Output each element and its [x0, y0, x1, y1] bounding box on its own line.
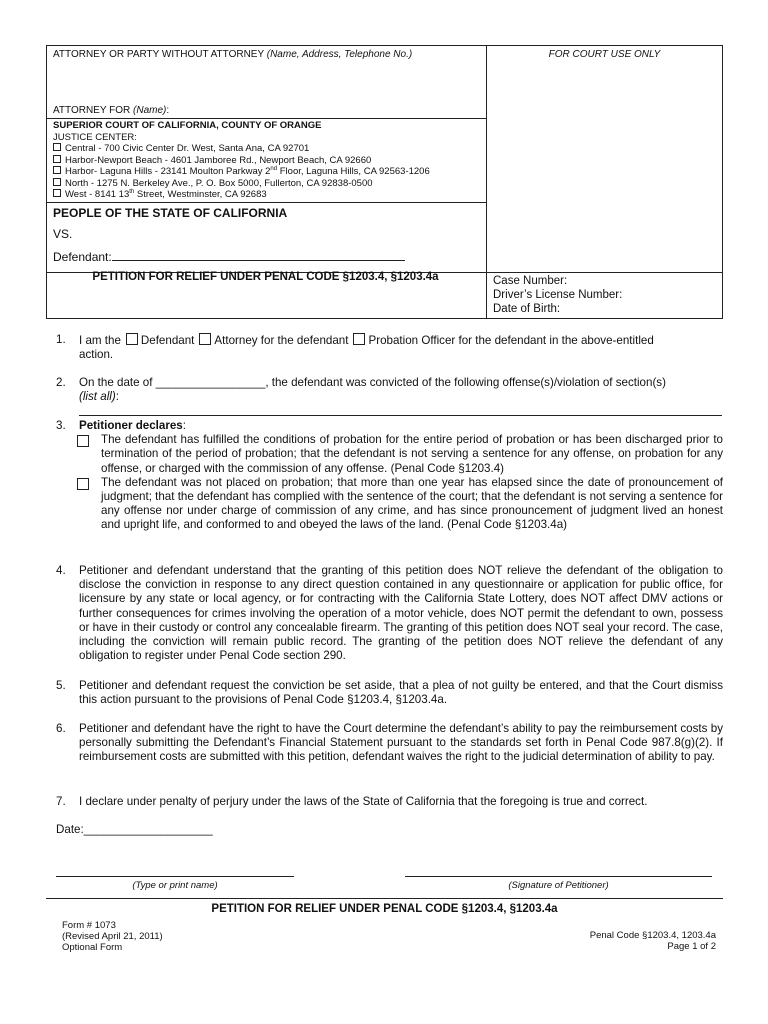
penal-code-ref: Penal Code §1203.4, 1203.4a: [589, 930, 716, 941]
attorney-party-label: ATTORNEY OR PARTY WITHOUT ATTORNEY (Name, Address, Telephone No.): [53, 49, 413, 60]
checkbox[interactable]: [53, 143, 61, 151]
declaration-option-no-probation: The defendant was not placed on probation; that more than one year has elapsed since the date of pronouncement of judgment; that the defendant has complied with the sentence of the court; that the defendant is not serving a sentence for any offense nor under charge of commission of any crime, and has since pronouncement of judgment lived an honest and upright life, and conformed to and obeyed the laws of the land. (Penal Code §1203.4a): [79, 476, 723, 533]
defendant-line[interactable]: [112, 250, 405, 261]
center-option-central[interactable]: Central - 700 Civic Center Dr. West, Santa Ana, CA 92701: [53, 143, 430, 155]
item-5: 5. Petitioner and defendant request the conviction be set aside, that a plea of not guilty be entered, and that the Court dismiss this action pursuant to the provisions of Penal Code §1203.4, §1203.4a.: [56, 679, 723, 707]
item-7: 7. I declare under penalty of perjury under the laws of the State of California that the foregoing is true and correct.: [56, 795, 648, 808]
people-caption: PEOPLE OF THE STATE OF CALIFORNIA: [53, 206, 288, 220]
case-number-label: Case Number:: [493, 275, 568, 287]
defendant-checkbox[interactable]: [126, 333, 138, 345]
attorney-for-label: ATTORNEY FOR (Name):: [53, 105, 170, 116]
declaration-option-probation: The defendant has fulfilled the conditions of probation for the entire period of probation or has been discharged prior to termination of the period of probation; that the defendant is not serving a sentence for any offense, on probation for any offense, or charged with the commission of any offense. (Penal Code §1203.4): [79, 433, 723, 476]
court-use-label: FOR COURT USE ONLY: [548, 49, 661, 60]
checkbox[interactable]: [53, 189, 61, 197]
form-revised: (Revised April 21, 2011): [62, 931, 163, 943]
license-number-label: Driver’s License Number:: [493, 289, 623, 301]
footer-divider: [46, 898, 723, 899]
date-of-birth-label: Date of Birth:: [493, 303, 561, 315]
form-meta: [62, 920, 163, 954]
date-field[interactable]: Date:____________________: [56, 823, 213, 836]
signature-line[interactable]: [405, 876, 712, 877]
printed-name-label: (Type or print name): [132, 880, 218, 891]
page-number: Page 1 of 2: [667, 941, 716, 953]
signature-label: (Signature of Petitioner): [508, 880, 609, 891]
form-optional: Optional Form: [62, 942, 123, 954]
item-2: 2. On the date of _________________, the defendant was convicted of the following offense(s)/violation of section(s) (list all):: [56, 376, 666, 404]
form-page-info: [590, 930, 716, 952]
item-4: 4. Petitioner and defendant understand that the granting of this petition does NOT relieve the defendant of the obligation to disclose the conviction in response to any direct question contained in any questionnaire or application for public office, for licensure by any state or local agency, or for contracting with the California State Lottery, does NOT affect DMV actions or further consequences for crimes involving the operation of a motor vehicle, does NOT permit the defendant to own, possess or have in their custody or control any concealable firearm. The granting of this petition does NOT seal your record. The case, including the conviction will remain public record. The granting of the petition does NOT relieve the defendant of any obligation to register under Penal Code section 290.: [56, 564, 723, 663]
petition-title: PETITION FOR RELIEF UNDER PENAL CODE §1203.4, §1203.4a: [92, 271, 439, 283]
probation-fulfilled-checkbox[interactable]: [77, 435, 89, 447]
caption-divider: [486, 46, 487, 318]
center-option-west[interactable]: West - 8141 13th Street, Westminster, CA 92683: [53, 189, 430, 201]
item-6: 6. Petitioner and defendant have the right to have the Court determine the defendant’s ability to pay the reimbursement costs by personally submitting the Defendant’s Financial Statement pursuant to the standards set forth in Penal Code 987.8(g)(2). If reimbursement costs are submitted with this petition, defendant waives the right to the judicial determination of ability to pay.: [56, 722, 723, 764]
item-3: 3. Petitioner declares: The defendant has fulfilled the conditions of probation for the entire period of probation or has been discharged prior to termination of the period of probation; that the defendant is not serving a sentence for any offense, on probation for any offense, or charged with the commission of any offense. (Penal Code §1203.4) The defendant was not placed on probation; that more than one year has elapsed since the date of pronouncement of judgment; that the defendant has complied with the sentence of the court; that the defendant is not serving a sentence for any offense nor under charge of commission of any crime, and has since pronouncement of judgment lived an honest and upright life, and conformed to and obeyed the laws of the land. (Penal Code §1203.4a): [56, 419, 723, 532]
checkbox[interactable]: [53, 155, 61, 163]
center-option-north[interactable]: North - 1275 N. Berkeley Ave., P. O. Box 5000, Fullerton, CA 92838-0500: [53, 178, 430, 190]
defendant-field[interactable]: Defendant:: [53, 250, 405, 263]
justice-center-label: JUSTICE CENTER:: [53, 131, 137, 143]
probation-officer-checkbox[interactable]: [353, 333, 365, 345]
case-info: [493, 274, 622, 316]
checkbox[interactable]: [53, 178, 61, 186]
divider-line: [47, 118, 486, 119]
offense-list-line[interactable]: [79, 415, 722, 416]
court-block: [53, 120, 430, 201]
court-name: SUPERIOR COURT OF CALIFORNIA, COUNTY OF ORANGE: [53, 120, 322, 131]
item-1: 1. I am the Defendant Attorney for the defendant Probation Officer for the defendant in the above-entitled action.: [56, 333, 654, 362]
printed-name-line[interactable]: [56, 876, 294, 877]
footer-title: PETITION FOR RELIEF UNDER PENAL CODE §1203.4, §1203.4a: [211, 903, 558, 915]
attorney-checkbox[interactable]: [199, 333, 211, 345]
center-option-laguna[interactable]: Harbor- Laguna Hills - 23141 Moulton Parkway 2nd Floor, Laguna Hills, CA 92563-1206: [53, 166, 430, 178]
divider-line: [47, 202, 486, 203]
no-probation-checkbox[interactable]: [77, 478, 89, 490]
center-option-newport[interactable]: Harbor-Newport Beach - 4601 Jamboree Rd., Newport Beach, CA 92660: [53, 155, 430, 167]
checkbox[interactable]: [53, 166, 61, 174]
vs-label: VS.: [53, 227, 73, 241]
form-number: Form # 1073: [62, 920, 116, 931]
